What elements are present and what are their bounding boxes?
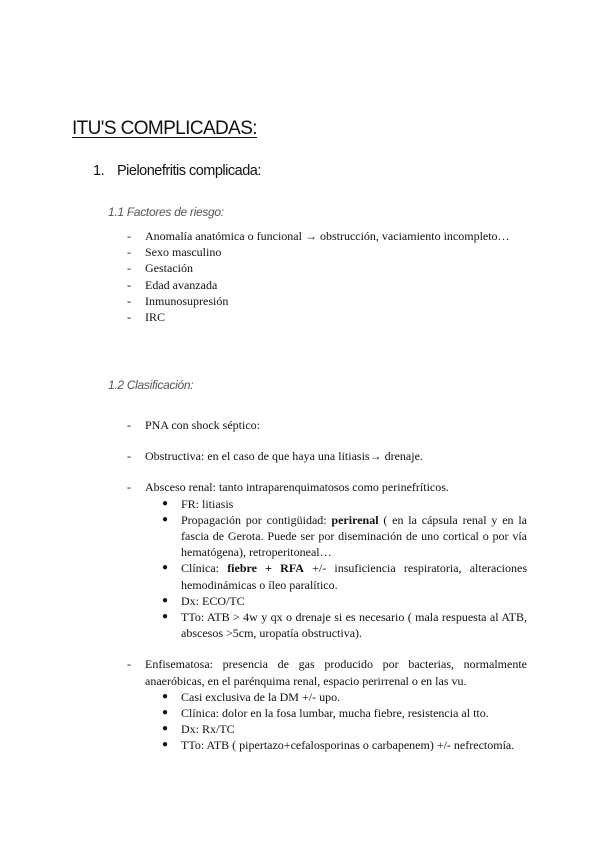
subsection-heading-clasificacion: 1.2 Clasificación: xyxy=(108,378,194,392)
list-item: - Anomalía anatómica o funcional → obstrucción, vaciamiento incompleto… xyxy=(127,229,510,243)
bullet-item: ● TTo: ATB > 4w y qx o drenaje si es necesario ( mala respuesta al ATB, abscesos >5cm, uropatía obstructiva). xyxy=(162,610,527,641)
list-item: - Edad avanzada xyxy=(127,277,218,292)
list-item: - Absceso renal: tanto intraparenquimatosos como perinefríticos. xyxy=(127,480,449,495)
enfisematosa-bullets xyxy=(162,689,527,754)
subsection-heading-factores: 1.1 Factores de riesgo: xyxy=(108,205,224,219)
section-label: Pielonefritis complicada: xyxy=(117,163,261,179)
list-item: - PNA con shock séptico: xyxy=(127,418,260,432)
list-item: - Obstructiva: en el caso de que haya una litiasis→ drenaje. xyxy=(127,449,423,464)
factores-list xyxy=(127,228,527,325)
bullet-item: ● TTo: ATB ( pipertazo+cefalosporinas o carbapenem) +/- nefrectomía. xyxy=(162,738,515,753)
absceso-bullets xyxy=(162,496,527,642)
page-title: ITU'S COMPLICADAS: xyxy=(72,118,257,139)
list-item: - IRC xyxy=(127,310,166,325)
bullet-item: ● FR: litiasis xyxy=(162,496,234,511)
section-heading xyxy=(93,163,261,179)
bullet-item: ● Clínica: dolor en la fosa lumbar, mucha fiebre, resistencia al tto. xyxy=(162,706,489,721)
bullet-item: ● Casi exclusiva de la DM +/- upo. xyxy=(162,689,341,704)
section-number: 1. xyxy=(93,163,105,179)
list-item: - Inmunosupresión xyxy=(127,293,229,308)
clasificacion-list xyxy=(127,417,527,754)
list-item: - Enfisematosa: presencia de gas producido por bacterias, normalmente anaeróbicas, en el parénquima renal, espacio perirrenal o en las vu. xyxy=(127,657,527,688)
bullet-item: ● Propagación por contigüidad: perirenal ( en la cápsula renal y en la fascia de Gerota. Puede ser por diseminación de uno cortical o por vía hematógena), retroperitoneal… xyxy=(162,512,527,560)
bullet-item: ● Dx: ECO/TC xyxy=(162,593,245,608)
list-item: - Sexo masculino xyxy=(127,245,222,260)
list-item: - Gestación xyxy=(127,261,193,276)
bullet-item: ● Dx: Rx/TC xyxy=(162,722,235,737)
bullet-item: ● Clínica: fiebre + RFA +/- insuficiencia respiratoria, alteraciones hemodinámicas o íleo paralítico. xyxy=(162,561,528,592)
